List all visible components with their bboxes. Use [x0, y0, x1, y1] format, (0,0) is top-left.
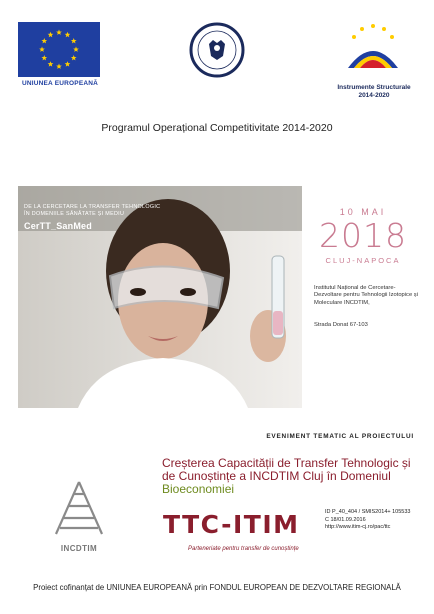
project-url: http://www.itim-cj.ro/pac/ttc — [325, 524, 391, 531]
eu-stars-icon — [18, 22, 100, 77]
researcher-photo — [18, 186, 302, 408]
event-label: EVENIMENT TEMATIC AL PROIECTULUI — [266, 433, 414, 440]
project-contract: C 18/01.09.2016 — [325, 516, 366, 523]
event-year: 2018 — [319, 216, 407, 255]
tagline-line1: DE LA CERCETARE LA TRANSFER TEHNOLOGIC — [24, 204, 161, 210]
government-seal-logo — [189, 22, 245, 78]
tagline — [24, 204, 214, 217]
eu-caption: UNIUNEA EUROPEANĂ — [21, 80, 99, 87]
incdtim-logo — [48, 478, 110, 538]
is-caption-line2: 2014-2020 — [358, 91, 390, 99]
structural-instruments-caption — [326, 84, 422, 99]
tagline-acronym: CerTT_SanMed — [24, 221, 92, 231]
venue-street: Strada Donat 67-103 — [314, 322, 368, 328]
project-title — [162, 457, 424, 496]
cofinancing-footer: Proiect cofinanțat de UNIUNEA EUROPEANĂ prin FONDUL EUROPEAN DE DEZVOLTARE REGIONALĂ — [33, 583, 401, 592]
project-identifiers — [325, 509, 425, 532]
event-day: 10 MAI — [339, 207, 387, 217]
ttc-itim-logo: TTC-ITIM — [163, 510, 300, 539]
incdtim-caption: INCDTIM — [60, 544, 98, 553]
structural-instruments-logo — [340, 22, 406, 82]
project-motto: Parteneriate pentru transfer de cunoștințe — [188, 546, 299, 552]
is-caption-line1: Instrumente Structurale — [337, 84, 411, 91]
event-city: CLUJ-NAPOCA — [325, 256, 401, 265]
venue-institution: Institutul Național de Cercetare-Dezvoltare pentru Tehnologii Izotopice și Moleculare INCDTIM, — [314, 285, 418, 306]
project-title-domain: Bioeconomiei — [162, 482, 235, 496]
tagline-line2: ÎN DOMENIILE SĂNĂTATE ȘI MEDIU — [24, 210, 125, 217]
project-title-main: Creșterea Capacității de Transfer Tehnologic și de Cunoștințe a INCDTIM Cluj în Domeniul — [162, 456, 411, 483]
program-title: Programul Operațional Competitivitate 2014-2020 — [101, 122, 333, 134]
project-id: ID P_40_404 / SMIS2014+ 105533 — [325, 509, 411, 515]
eu-flag-logo — [18, 22, 100, 77]
